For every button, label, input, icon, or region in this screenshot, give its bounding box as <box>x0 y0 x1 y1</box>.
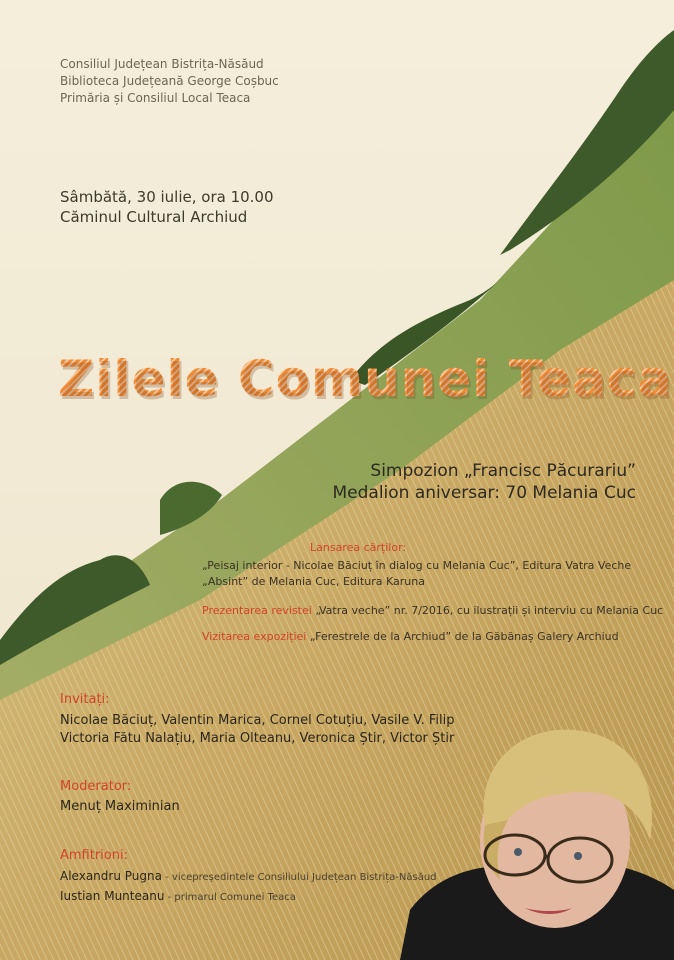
book-item: „Peisaj interior - Nicolae Băciuț în dialog cu Melania Cuc”, Editura Vatra Veche <box>202 559 632 572</box>
medallion-title: Medalion aniversar: 70 Melania Cuc <box>332 483 636 503</box>
event-date-time: Sâmbătă, 30 iulie, ora 10.00 <box>60 188 274 206</box>
host-name: Iustian Munteanu <box>60 889 165 903</box>
event-venue: Căminul Cultural Archiud <box>60 208 248 226</box>
exhibition-text: „Ferestrele de la Archiud” de la Găbănaș Galery Archiud <box>306 630 619 643</box>
organizer-line: Primăria și Consiliul Local Teaca <box>60 91 251 105</box>
host-role: - vicepreședintele Consiliului Județean Bistrița-Năsăud <box>161 872 437 883</box>
magazine-text: „Vatra veche” nr. 7/2016, cu ilustrații și interviu cu Melania Cuc <box>311 604 664 617</box>
exhibition-heading: Vizitarea expoziției <box>202 630 307 643</box>
organizer-line: Biblioteca Județeană George Coșbuc <box>60 74 279 88</box>
moderator-name: Menuț Maximinian <box>60 799 180 814</box>
portrait-photo <box>400 720 674 960</box>
symposium-title: Simpozion „Francisc Păcurariu” <box>370 461 636 481</box>
guests-heading: Invitați: <box>60 692 110 707</box>
host-role: - primarul Comunei Teaca <box>164 892 296 903</box>
magazine-presentation <box>202 604 663 617</box>
host-name: Alexandru Pugna <box>60 869 162 883</box>
book-item: „Absint” de Melania Cuc, Editura Karuna <box>202 575 425 588</box>
guests-line: Nicolae Băciuț, Valentin Marica, Cornel Cotuțiu, Vasile V. Filip <box>60 713 455 728</box>
host-line <box>60 869 437 883</box>
hosts-heading: Amfitrioni: <box>60 848 128 863</box>
moderator-heading: Moderator: <box>60 779 132 794</box>
exhibition-visit <box>202 630 619 643</box>
host-line <box>60 889 296 903</box>
book-launch-heading: Lansarea cărților: <box>310 541 407 554</box>
poster-title: Zilele Comunei Teaca <box>58 350 673 408</box>
magazine-heading: Prezentarea revistei <box>202 604 312 617</box>
organizer-line: Consiliul Județean Bistrița-Năsăud <box>60 57 264 71</box>
guests-line: Victoria Fătu Nalațiu, Maria Olteanu, Veronica Știr, Victor Știr <box>60 731 455 746</box>
